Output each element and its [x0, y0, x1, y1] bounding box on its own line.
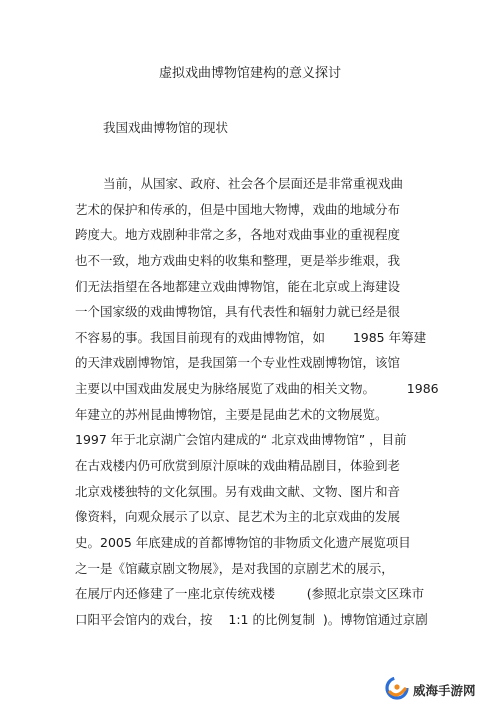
body-paragraph [75, 171, 439, 633]
paragraph-line: 一个国家级的戏曲博物馆，具有代表性和辐射力就已经是很 [75, 304, 401, 320]
paragraph-line: 的天津戏剧博物馆，是我国第一个专业性戏剧博物馆，该馆 [75, 355, 401, 371]
paragraph-line: 在展厅内还修建了一座北京传统戏楼 (参照北京崇文区珠市 [75, 586, 425, 602]
paragraph-line: 也不一致，地方戏曲史料的收集和整理，更是举步维艰，我 [75, 252, 401, 268]
paragraph-line: 不容易的事。我国目前现有的戏曲博物馆，如 1985 年筹建 [75, 329, 427, 345]
paragraph-line: 年建立的苏州昆曲博物馆，主要是昆曲艺术的文物展览。 [75, 406, 388, 422]
paragraph-line: 艺术的保护和传承的，但是中国地大物博，戏曲的地域分布 [75, 201, 401, 217]
paragraph-line: 当前，从国家、政府、社会各个层面还是非常重视戏曲 [103, 176, 404, 191]
paragraph-line: 主要以中国戏曲发展史为脉络展览了戏曲的相关文物。 1986 [75, 381, 439, 397]
paragraph-line: 跨度大。地方戏剧种非常之多，各地对戏曲事业的重视程度 [75, 227, 401, 243]
paragraph-line: 口阳平会馆内的戏台，按 1:1 的比例复制 )。博物馆通过京剧 [75, 611, 428, 627]
paragraph-line: 北京戏楼独特的文化氛围。另有戏曲文献、文物、图片和音 [75, 483, 401, 499]
document-title: 虚拟戏曲博物馆建构的意义探讨 [158, 66, 341, 81]
logo-icon [384, 675, 410, 705]
paragraph-line: 之一是《馆藏京剧文物展》，是对我国的京剧艺术的展示， [75, 560, 394, 576]
paragraph-line: 史。2005 年底建成的首都博物馆的非物质文化遗产展览项目 [75, 534, 411, 550]
paragraph-line: 1997 年于北京湖广会馆内建成的“ 北京戏曲博物馆” ，目前 [75, 432, 407, 448]
paragraph-line: 在古戏楼内仍可欣赏到原汁原味的戏曲精品剧目，体验到老 [75, 458, 401, 474]
watermark-text: 威海手游网 [413, 683, 476, 698]
site-watermark[interactable] [384, 676, 494, 704]
paragraph-line: 们无法指望在各地都建立戏曲博物馆，能在北京或上海建设 [75, 278, 401, 294]
paragraph-line: 像资料，向观众展示了以京、昆艺术为主的北京戏曲的发展 [75, 509, 401, 525]
section-heading: 我国戏曲博物馆的现状 [103, 120, 229, 135]
